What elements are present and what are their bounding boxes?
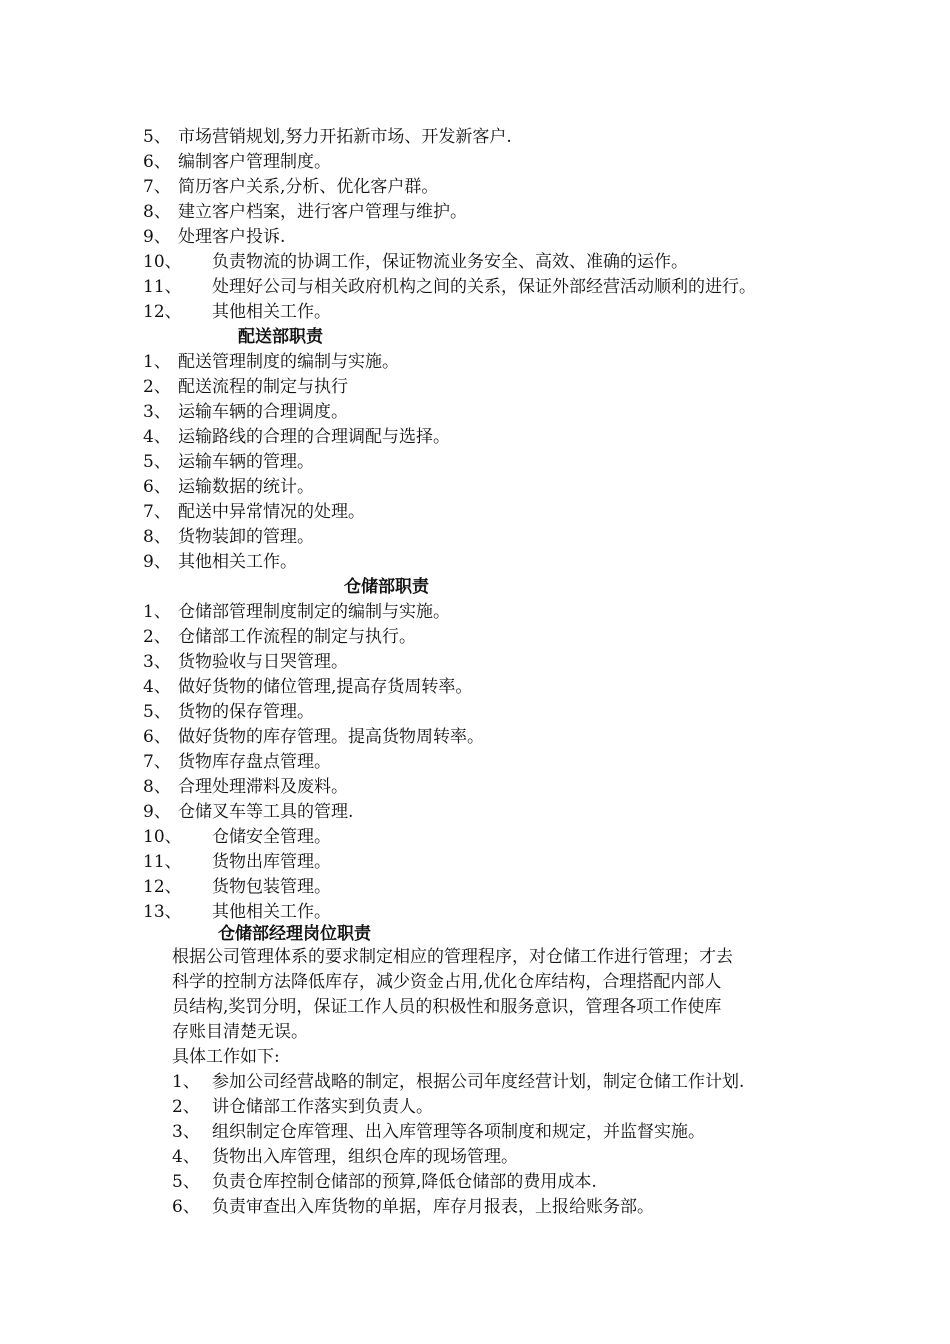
item-number: 3、 (172, 1122, 200, 1142)
list-item (143, 150, 331, 175)
item-number: 8、 (143, 777, 171, 797)
item-text: 做好货物的储位管理,提高存货周转率。 (178, 677, 473, 697)
item-text: 货物的保存管理。 (178, 702, 314, 722)
manager-heading: 仓储部经理岗位职责 (218, 924, 371, 944)
item-text: 运输车辆的管理。 (178, 452, 314, 472)
item-number: 2、 (143, 627, 171, 647)
item-number: 9、 (143, 802, 171, 822)
intro-line: 存账目清楚无误。 (172, 1022, 308, 1042)
item-text: 运输数据的统计。 (178, 477, 314, 497)
list-item (143, 625, 416, 650)
item-text: 仓储部工作流程的制定与执行。 (178, 627, 416, 647)
list-item (143, 875, 331, 900)
item-number: 2、 (143, 377, 171, 397)
item-text: 处理客户投诉. (178, 227, 286, 247)
item-number: 3、 (143, 402, 171, 422)
list-item (143, 775, 348, 800)
list-item (143, 375, 348, 400)
list-item (172, 1145, 518, 1170)
item-text: 组织制定仓库管理、出入库管理等各项制度和规定，并监督实施。 (212, 1122, 705, 1142)
list-item (143, 350, 399, 375)
list-item (143, 125, 512, 150)
list-item (172, 1195, 654, 1220)
item-number: 5、 (143, 452, 171, 472)
item-text: 货物装卸的管理。 (178, 527, 314, 547)
item-text: 其他相关工作。 (212, 902, 331, 922)
item-text: 其他相关工作。 (212, 302, 331, 322)
item-number: 3、 (143, 652, 171, 672)
item-number: 8、 (143, 527, 171, 547)
item-text: 负责仓库控制仓储部的预算,降低仓储部的费用成本. (212, 1172, 597, 1192)
item-number: 4、 (143, 427, 171, 447)
item-text: 仓储部管理制度制定的编制与实施。 (178, 602, 450, 622)
item-text: 配送流程的制定与执行 (178, 377, 348, 397)
item-number: 11、 (143, 852, 182, 872)
item-number: 10、 (143, 827, 182, 847)
list-item (143, 825, 331, 850)
item-text: 合理处理滞料及废料。 (178, 777, 348, 797)
list-item (172, 1170, 597, 1195)
item-number: 7、 (143, 177, 171, 197)
list-item (143, 800, 353, 825)
item-number: 6、 (143, 477, 171, 497)
item-text: 建立客户档案，进行客户管理与维护。 (178, 202, 467, 222)
item-number: 6、 (143, 727, 171, 747)
item-number: 11、 (143, 277, 182, 297)
item-number: 1、 (172, 1072, 200, 1092)
item-text: 仓储叉车等工具的管理. (178, 802, 354, 822)
work-label: 具体工作如下: (172, 1047, 280, 1067)
list-item (143, 200, 467, 225)
item-number: 4、 (172, 1147, 200, 1167)
item-text: 参加公司经营战略的制定，根据公司年度经营计划，制定仓储工作计划. (212, 1072, 745, 1092)
item-text: 运输车辆的合理调度。 (178, 402, 348, 422)
list-item (143, 550, 297, 575)
item-number: 12、 (143, 302, 182, 322)
intro-line: 员结构,奖罚分明，保证工作人员的积极性和服务意识，管理各项工作使库 (172, 997, 722, 1017)
list-item (143, 425, 450, 450)
list-item (172, 1120, 705, 1145)
list-item (172, 1070, 744, 1095)
item-number: 5、 (172, 1172, 200, 1192)
item-text: 配送管理制度的编制与实施。 (178, 352, 399, 372)
list-item (143, 275, 756, 300)
item-number: 7、 (143, 752, 171, 772)
item-text: 货物出入库管理，组织仓库的现场管理。 (212, 1147, 518, 1167)
item-number: 9、 (143, 227, 171, 247)
item-number: 12、 (143, 877, 182, 897)
item-number: 1、 (143, 602, 171, 622)
item-number: 10、 (143, 252, 182, 272)
list-item (143, 525, 314, 550)
list-item (143, 300, 331, 325)
list-item (143, 600, 450, 625)
list-item (143, 650, 348, 675)
item-number: 4、 (143, 677, 171, 697)
item-text: 货物验收与日哭管理。 (178, 652, 348, 672)
list-item (143, 750, 331, 775)
list-item (143, 450, 314, 475)
item-number: 9、 (143, 552, 171, 572)
item-text: 市场营销规划,努力开拓新市场、开发新客户. (178, 127, 512, 147)
list-item (143, 175, 438, 200)
intro-line: 科学的控制方法降低库存，减少资金占用,优化仓库结构，合理搭配内部人 (172, 972, 722, 992)
list-item (143, 250, 688, 275)
item-number: 5、 (143, 127, 171, 147)
item-number: 6、 (172, 1197, 200, 1217)
warehouse-heading: 仓储部职责 (344, 577, 429, 597)
list-item (143, 475, 314, 500)
item-text: 处理好公司与相关政府机构之间的关系，保证外部经营活动顺利的进行。 (212, 277, 756, 297)
item-text: 负责审查出入库货物的单据，库存月报表，上报给账务部。 (212, 1197, 654, 1217)
intro-line: 根据公司管理体系的要求制定相应的管理程序，对仓储工作进行管理；才去 (172, 947, 733, 967)
item-text: 其他相关工作。 (178, 552, 297, 572)
item-number: 13、 (143, 902, 182, 922)
list-item (143, 500, 365, 525)
item-text: 运输路线的合理的合理调配与选择。 (178, 427, 450, 447)
list-item (172, 1095, 433, 1120)
item-number: 6、 (143, 152, 171, 172)
item-number: 1、 (143, 352, 171, 372)
item-number: 2、 (172, 1097, 200, 1117)
item-number: 7、 (143, 502, 171, 522)
item-text: 仓储安全管理。 (212, 827, 331, 847)
item-number: 5、 (143, 702, 171, 722)
list-item (143, 675, 472, 700)
list-item (143, 400, 348, 425)
item-text: 货物包装管理。 (212, 877, 331, 897)
item-number: 8、 (143, 202, 171, 222)
item-text: 负责物流的协调工作，保证物流业务安全、高效、准确的运作。 (212, 252, 688, 272)
item-text: 编制客户管理制度。 (178, 152, 331, 172)
item-text: 货物出库管理。 (212, 852, 331, 872)
delivery-heading: 配送部职责 (238, 327, 323, 347)
item-text: 配送中异常情况的处理。 (178, 502, 365, 522)
item-text: 做好货物的库存管理。提高货物周转率。 (178, 727, 484, 747)
list-item (143, 850, 331, 875)
item-text: 讲仓储部工作落实到负责人。 (212, 1097, 433, 1117)
item-text: 简历客户关系,分析、优化客户群。 (178, 177, 439, 197)
list-item (143, 225, 285, 250)
item-text: 货物库存盘点管理。 (178, 752, 331, 772)
list-item (143, 700, 314, 725)
list-item (143, 725, 484, 750)
